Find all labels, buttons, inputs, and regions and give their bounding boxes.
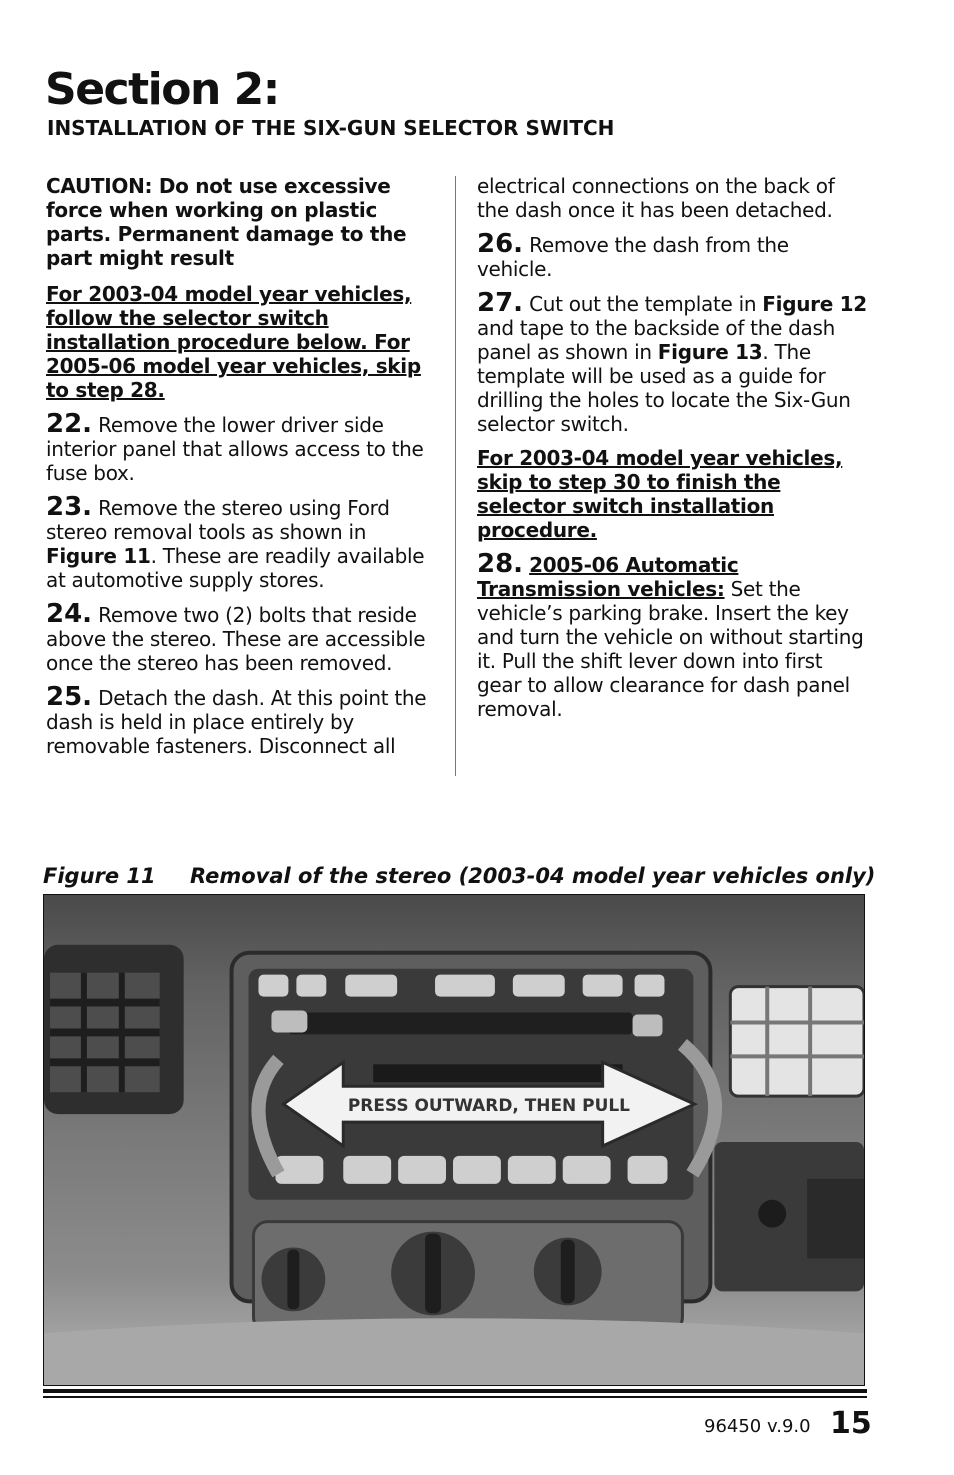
arrow-label: PRESS OUTWARD, THEN PULL (347, 1095, 630, 1116)
figure-caption-text: Removal of the stereo (2003-04 model year vehicles only) (190, 864, 876, 888)
step-25 (46, 682, 438, 758)
step-text: Detach the dash. At this point the dash is held in place entirely by removable fasteners. Disconnect all (46, 686, 427, 758)
photo-illustration (44, 895, 864, 1385)
left-column (46, 174, 438, 768)
figure-reference: Figure 12 (762, 292, 867, 316)
right-air-vent (730, 987, 864, 1097)
caution-note: CAUTION: Do not use excessive force when working on plastic parts. Permanent damage to the part might result (46, 174, 407, 270)
model-year-note: For 2003-04 model year vehicles, follow the selector switch installation procedure below. For 2005-06 model year vehicles, skip to step 28. (46, 282, 421, 402)
step-22 (46, 409, 438, 485)
step-text: Cut out the template in (523, 292, 763, 316)
right-switch-panel (714, 1142, 864, 1291)
step-number: 28. (477, 549, 524, 579)
column-divider (455, 176, 456, 776)
right-column (477, 174, 869, 731)
step-28 (477, 549, 869, 721)
step-text: Remove the lower driver side interior panel that allows access to the fuse box. (46, 413, 424, 485)
footer-rule (43, 1389, 867, 1393)
step-number: 22. (46, 409, 93, 439)
step-heading: 2005-06 Automatic Transmission vehicles: (477, 553, 739, 601)
page-number: 15 (830, 1406, 872, 1441)
step-text: . The template will be used as a guide for drilling the holes to locate the Six-Gun selector switch. (477, 340, 851, 436)
footer-rule-thin (43, 1396, 867, 1398)
figure-caption (43, 862, 875, 890)
step-text: Remove two (2) bolts that reside above the stereo. These are accessible once the stereo has been removed. (46, 603, 426, 675)
step-text: Remove the stereo using Ford stereo removal tools as shown in (46, 496, 390, 544)
section-title: Section 2: (45, 64, 279, 115)
step-text: Remove the dash from the vehicle. (477, 233, 789, 281)
step-text: . These are readily available at automotive supply stores. (46, 544, 425, 592)
step-23 (46, 492, 438, 592)
figure-reference: Figure 13 (657, 340, 763, 364)
step-number: 25. (46, 682, 93, 712)
section-subtitle: INSTALLATION OF THE SIX-GUN SELECTOR SWITCH (47, 116, 615, 140)
step-text: Set the vehicle’s parking brake. Insert the key and turn the vehicle on without starting it. Pull the shift lever down into first gear to allow clearance for dash panel removal. (477, 577, 864, 721)
figure-label: Figure 11 (43, 864, 156, 888)
model-year-note: For 2003-04 model year vehicles, skip to step 30 to finish the selector switch installation procedure. (477, 446, 843, 542)
left-air-vent (44, 945, 184, 1114)
step-27 (477, 288, 869, 436)
step-26 (477, 229, 869, 281)
continued-text: electrical connections on the back of the dash once it has been detached. (477, 174, 835, 222)
step-number: 24. (46, 599, 93, 629)
document-version: 96450 v.9.0 (704, 1416, 811, 1437)
step-24 (46, 599, 438, 675)
step-number: 26. (477, 229, 524, 259)
step-number: 27. (477, 288, 524, 318)
stereo-removal-photo (43, 894, 865, 1386)
lower-dash-trim (44, 1318, 864, 1385)
climate-controls (253, 1222, 682, 1332)
step-text: and tape to the backside of the dash panel as shown in (477, 316, 835, 364)
figure-reference: Figure 11 (46, 544, 151, 568)
step-number: 23. (46, 492, 93, 522)
